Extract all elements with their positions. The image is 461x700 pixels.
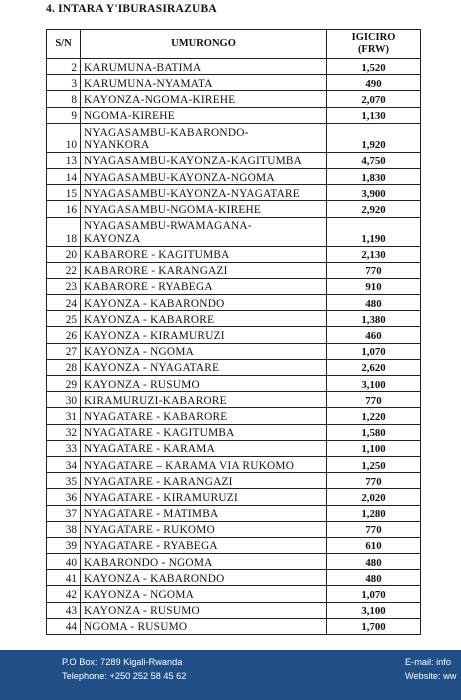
row-fare: 770: [327, 521, 421, 537]
row-sn: 29: [47, 376, 81, 392]
row-route: KAYONZA - KABARORE: [81, 311, 327, 327]
row-fare: 2,130: [327, 246, 421, 262]
row-fare: 480: [327, 570, 421, 586]
row-sn: 37: [47, 505, 81, 521]
row-sn: 23: [47, 278, 81, 294]
row-fare: 1,280: [327, 505, 421, 521]
row-sn: 36: [47, 489, 81, 505]
row-route: NYAGASAMBU-KAYONZA-NGOMA: [81, 168, 327, 184]
table-row: [47, 376, 421, 392]
table-row: [47, 505, 421, 521]
row-sn: 10: [47, 123, 81, 152]
row-sn: 42: [47, 586, 81, 602]
row-route: KAYONZA - KABARONDO: [81, 295, 327, 311]
row-fare: 770: [327, 473, 421, 489]
footer-telephone: Telephone: +250 252 58 45 62: [62, 671, 187, 681]
table-row: [47, 185, 421, 201]
row-sn: 2: [47, 59, 81, 75]
row-route: NYAGATARE - KIRAMURUZI: [81, 489, 327, 505]
row-sn: 9: [47, 107, 81, 123]
row-route: KARUMUNA-BATIMA: [81, 59, 327, 75]
row-fare: 480: [327, 295, 421, 311]
row-route: NYAGATARE - MATIMBA: [81, 505, 327, 521]
row-sn: 40: [47, 554, 81, 570]
table-row: [47, 107, 421, 123]
row-fare: 3,900: [327, 185, 421, 201]
row-route: NYAGATARE - KARANGAZI: [81, 473, 327, 489]
table-row: [47, 59, 421, 75]
row-fare: 1,580: [327, 424, 421, 440]
section-heading: 4. INTARA Y'IBURASIRAZUBA: [46, 3, 217, 14]
row-route: KAYONZA - NGOMA: [81, 586, 327, 602]
fare-table: [46, 29, 421, 635]
row-fare: 1,100: [327, 440, 421, 456]
row-route: NYAGATARE – KARAMA VIA RUKOMO: [81, 456, 327, 472]
table-row: [47, 246, 421, 262]
table-row: [47, 359, 421, 375]
table-row: [47, 152, 421, 168]
footer-contact-right: [405, 655, 461, 683]
header-fare-line2: (FRW): [357, 44, 390, 55]
row-sn: 28: [47, 359, 81, 375]
fare-table-body: [47, 59, 421, 635]
row-route: NYAGASAMBU-KABARONDO- NYANKORA: [81, 123, 327, 152]
row-route: NYAGASAMBU-KAYONZA-KAGITUMBA: [81, 152, 327, 168]
table-row: [47, 262, 421, 278]
row-route: KAYONZA - RUSUMO: [81, 602, 327, 618]
row-route: NGOMA-KIREHE: [81, 107, 327, 123]
table-row: [47, 489, 421, 505]
row-sn: 27: [47, 343, 81, 359]
row-fare: 2,020: [327, 489, 421, 505]
row-route: KAYONZA - RUSUMO: [81, 376, 327, 392]
row-route: KABARORE - KARANGAZI: [81, 262, 327, 278]
row-route: NYAGATARE - RYABEGA: [81, 537, 327, 553]
table-row: [47, 408, 421, 424]
row-sn: 33: [47, 440, 81, 456]
table-row: [47, 456, 421, 472]
table-row: [47, 311, 421, 327]
row-sn: 14: [47, 168, 81, 184]
table-row: [47, 168, 421, 184]
row-route: NYAGASAMBU-NGOMA-KIREHE: [81, 201, 327, 217]
row-fare: 1,130: [327, 107, 421, 123]
row-sn: 30: [47, 392, 81, 408]
row-sn: 38: [47, 521, 81, 537]
row-route: KABARORE - RYABEGA: [81, 278, 327, 294]
row-sn: 22: [47, 262, 81, 278]
row-fare: 3,100: [327, 602, 421, 618]
row-route: KAYONZA-NGOMA-KIREHE: [81, 91, 327, 107]
row-fare: 1,920: [327, 123, 421, 152]
row-route: KIRAMURUZI-KABARORE: [81, 392, 327, 408]
row-sn: 31: [47, 408, 81, 424]
table-header-row: [47, 30, 421, 59]
table-row: [47, 123, 421, 152]
header-fare-line1: IGICIRO: [351, 32, 396, 43]
row-route: KARUMUNA-NYAMATA: [81, 75, 327, 91]
table-row: [47, 201, 421, 217]
row-sn: 13: [47, 152, 81, 168]
row-sn: 35: [47, 473, 81, 489]
row-fare: 480: [327, 554, 421, 570]
table-row: [47, 217, 421, 246]
row-route: KABARORE - KAGITUMBA: [81, 246, 327, 262]
row-route: NYAGATARE - KAGITUMBA: [81, 424, 327, 440]
table-row: [47, 278, 421, 294]
table-row: [47, 554, 421, 570]
row-route: KAYONZA - KABARONDO: [81, 570, 327, 586]
row-fare: 4,750: [327, 152, 421, 168]
table-row: [47, 618, 421, 634]
row-fare: 1,700: [327, 618, 421, 634]
table-row: [47, 570, 421, 586]
table-row: [47, 424, 421, 440]
row-fare: 1,380: [327, 311, 421, 327]
row-fare: 1,830: [327, 168, 421, 184]
row-fare: 3,100: [327, 376, 421, 392]
row-fare: 1,070: [327, 586, 421, 602]
footer-contact-left: [62, 655, 186, 683]
header-route: UMURONGO: [81, 30, 327, 59]
row-route: NYAGATARE - RUKOMO: [81, 521, 327, 537]
table-row: [47, 75, 421, 91]
table-row: [47, 91, 421, 107]
header-sn: S/N: [47, 30, 81, 59]
table-row: [47, 343, 421, 359]
footer-po-box: P.O Box: 7289 Kigali-Rwanda: [62, 657, 183, 667]
table-row: [47, 473, 421, 489]
row-sn: 32: [47, 424, 81, 440]
row-fare: 1,190: [327, 217, 421, 246]
row-sn: 26: [47, 327, 81, 343]
footer-email: E-mail: info: [405, 657, 451, 667]
row-sn: 15: [47, 185, 81, 201]
row-sn: 41: [47, 570, 81, 586]
row-sn: 43: [47, 602, 81, 618]
row-fare: 1,070: [327, 343, 421, 359]
row-fare: 1,220: [327, 408, 421, 424]
row-route: KAYONZA - KIRAMURUZI: [81, 327, 327, 343]
table-row: [47, 392, 421, 408]
row-route: NGOMA - RUSUMO: [81, 618, 327, 634]
row-fare: 770: [327, 392, 421, 408]
row-route: NYAGASAMBU-KAYONZA-NYAGATARE: [81, 185, 327, 201]
table-row: [47, 602, 421, 618]
row-sn: 20: [47, 246, 81, 262]
footer-website: Website: ww: [405, 671, 457, 681]
row-sn: 39: [47, 537, 81, 553]
table-row: [47, 586, 421, 602]
row-sn: 24: [47, 295, 81, 311]
row-fare: 1,520: [327, 59, 421, 75]
row-sn: 16: [47, 201, 81, 217]
header-fare: [327, 30, 421, 59]
table-row: [47, 521, 421, 537]
row-route: NYAGATARE - KARAMA: [81, 440, 327, 456]
row-fare: 490: [327, 75, 421, 91]
row-sn: 25: [47, 311, 81, 327]
row-fare: 460: [327, 327, 421, 343]
row-sn: 8: [47, 91, 81, 107]
row-sn: 34: [47, 456, 81, 472]
row-route: KAYONZA - NYAGATARE: [81, 359, 327, 375]
row-route: KABARONDO - NGOMA: [81, 554, 327, 570]
row-fare: 910: [327, 278, 421, 294]
row-fare: 1,250: [327, 456, 421, 472]
footer-bar: [0, 650, 461, 700]
row-route: NYAGASAMBU-RWAMAGANA- KAYONZA: [81, 217, 327, 246]
row-fare: 2,920: [327, 201, 421, 217]
row-fare: 2,070: [327, 91, 421, 107]
table-row: [47, 327, 421, 343]
row-sn: 3: [47, 75, 81, 91]
table-row: [47, 537, 421, 553]
row-fare: 2,620: [327, 359, 421, 375]
row-route: NYAGATARE - KABARORE: [81, 408, 327, 424]
row-route: KAYONZA - NGOMA: [81, 343, 327, 359]
table-row: [47, 440, 421, 456]
row-sn: 44: [47, 618, 81, 634]
row-sn: 18: [47, 217, 81, 246]
table-row: [47, 295, 421, 311]
row-fare: 770: [327, 262, 421, 278]
row-fare: 610: [327, 537, 421, 553]
